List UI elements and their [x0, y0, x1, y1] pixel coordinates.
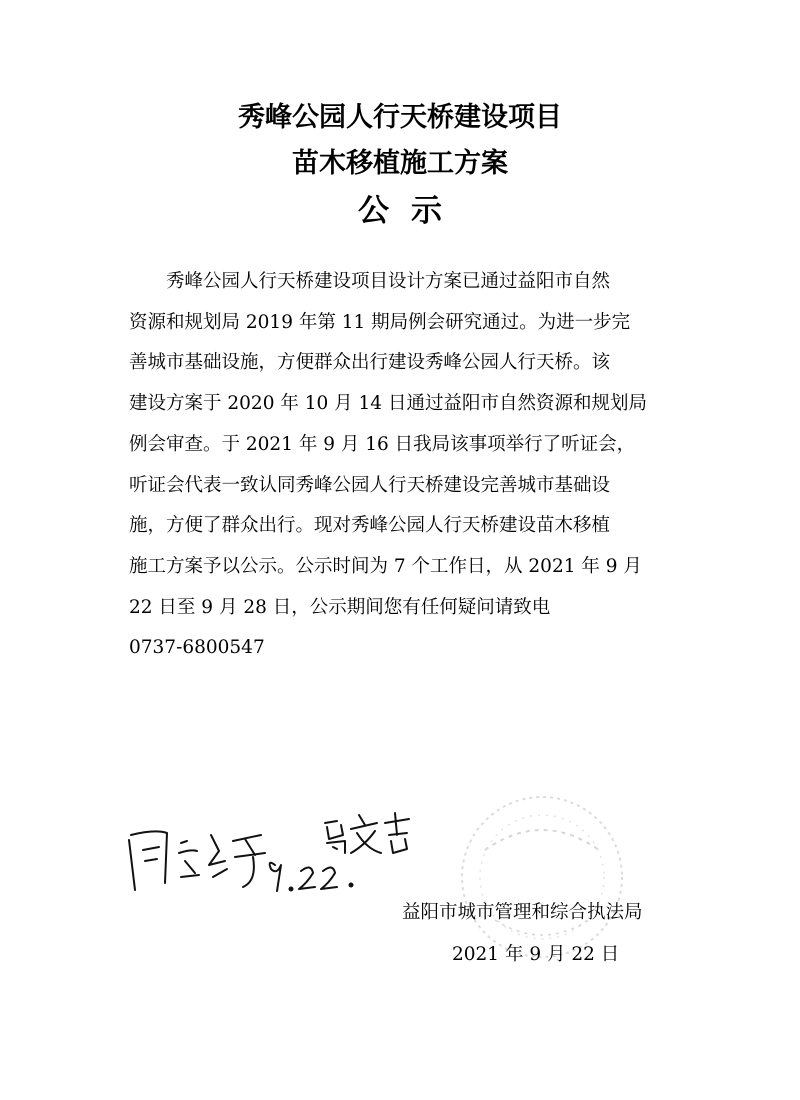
handwritten-signature	[115, 795, 435, 905]
official-stamp	[455, 790, 630, 965]
issuer-name: 益阳市城市管理和综合执法局	[402, 902, 643, 923]
phone-number: 0737-6800547	[129, 637, 265, 659]
body-line: 秀峰公园人行天桥建设项目设计方案已通过益阳市自然	[166, 271, 611, 292]
title-line-3: 公示	[358, 193, 464, 229]
body-paragraph	[129, 262, 689, 669]
title-line-1: 秀峰公园人行天桥建设项目	[238, 102, 562, 133]
body-line: 善城市基础设施，方便群众出行建设秀峰公园人行天桥。该	[129, 352, 611, 374]
body-line: 施，方便了群众出行。现对秀峰公园人行天桥建设苗木移植	[129, 515, 611, 537]
body-line: 听证会代表一致认同秀峰公园人行天桥建设完善城市基础设	[129, 474, 611, 496]
body-line: 施工方案予以公示。公示时间为 7 个工作日，从 2021 年 9 月	[129, 555, 642, 577]
body-line: 例会审查。于 2021 年 9 月 16 日我局该事项举行了听证会，	[129, 433, 636, 455]
body-line: 建设方案于 2020 年 10 月 14 日通过益阳市自然资源和规划局	[129, 393, 647, 415]
body-line: 22 日至 9 月 28 日，公示期间您有任何疑问请致电	[129, 596, 551, 618]
title-line-2: 苗木移植施工方案	[292, 148, 508, 179]
body-line: 资源和规划局 2019 年第 11 期局例会研究通过。为进一步完	[129, 311, 631, 333]
issue-date: 2021 年 9 月 22 日	[452, 944, 620, 965]
